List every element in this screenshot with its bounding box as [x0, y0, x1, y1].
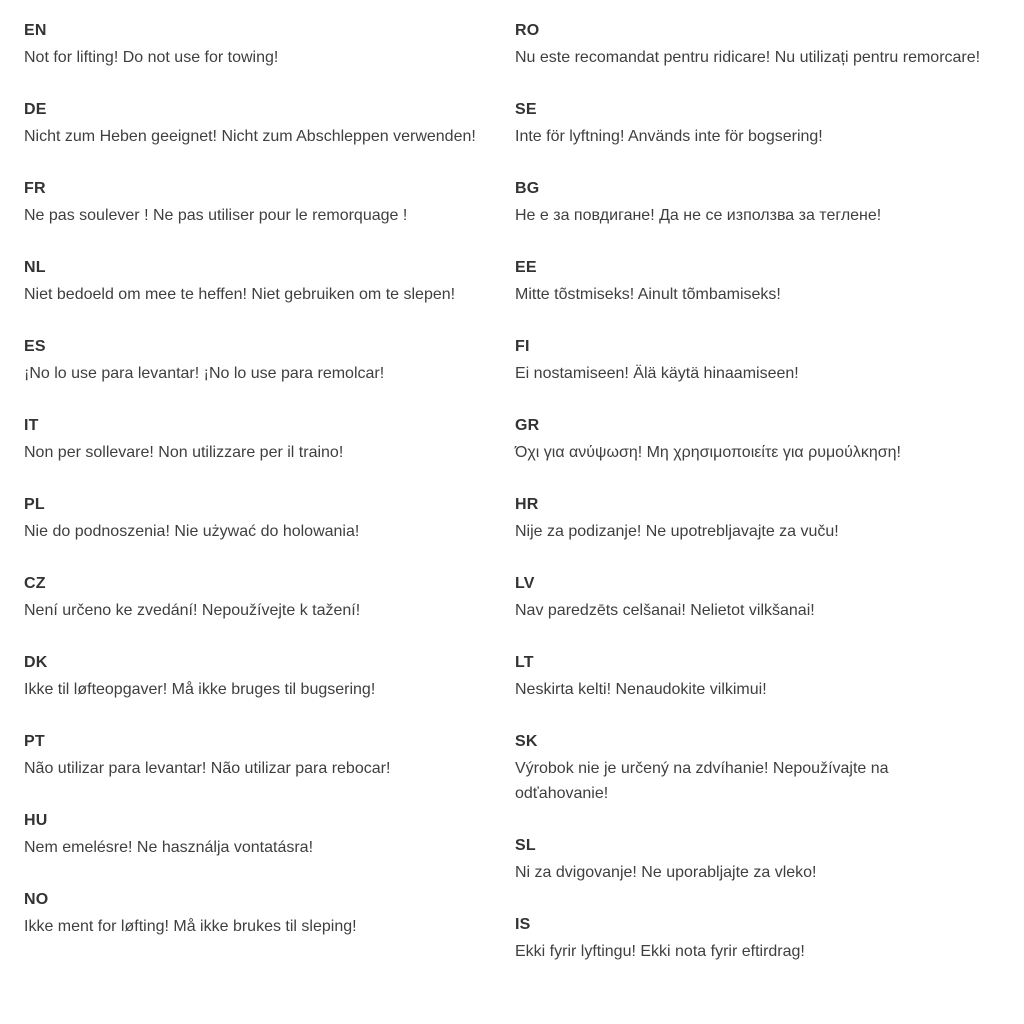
warning-text: Não utilizar para levantar! Não utilizar para rebocar! — [24, 760, 391, 777]
warning-text: Mitte tõstmiseks! Ainult tõmbamiseks! — [515, 286, 781, 303]
language-code: HR — [515, 496, 539, 513]
language-code: PL — [24, 496, 45, 513]
language-code: SE — [515, 101, 537, 118]
warning-text: Niet bedoeld om mee te heffen! Niet gebruiken om te slepen! — [24, 286, 456, 303]
warning-entry-lt — [515, 650, 983, 702]
warning-text: Ne pas soulever ! Ne pas utiliser pour le remorquage ! — [24, 207, 408, 224]
warning-entry-hr — [515, 492, 983, 544]
language-code: DE — [24, 101, 47, 118]
warning-text: Όχι για ανύψωση! Μη χρησιμοποιείτε για ρυμούλκηση! — [515, 444, 901, 461]
warning-text: Ikke til løfteopgaver! Må ikke bruges til bugsering! — [24, 681, 376, 698]
warning-text: Nav paredzēts celšanai! Nelietot vilkšanai! — [515, 602, 815, 619]
warning-text: Inte för lyftning! Används inte för bogsering! — [515, 128, 823, 145]
warning-text: Ei nostamiseen! Älä käytä hinaamiseen! — [515, 365, 799, 382]
language-code: EN — [24, 22, 47, 39]
language-code: IT — [24, 417, 39, 434]
warning-entry-bg — [515, 176, 983, 228]
warning-entry-fi — [515, 334, 983, 386]
right-column — [515, 18, 983, 1024]
warning-text: Non per sollevare! Non utilizzare per il traino! — [24, 444, 344, 461]
language-code: DK — [24, 654, 48, 671]
warning-entry-de — [24, 97, 515, 149]
warning-text: Не е за повдигане! Да не се използва за теглене! — [515, 207, 882, 224]
warning-entry-pt — [24, 729, 515, 781]
language-code: BG — [515, 180, 540, 197]
language-code: HU — [24, 812, 48, 829]
left-column — [24, 18, 515, 1024]
warning-entry-lv — [515, 571, 983, 623]
warning-entry-cz — [24, 571, 515, 623]
warning-text: Nem emelésre! Ne használja vontatásra! — [24, 839, 314, 856]
language-code: FR — [24, 180, 46, 197]
language-code: LV — [515, 575, 535, 592]
warning-entry-nl — [24, 255, 515, 307]
warning-entry-no — [24, 887, 515, 939]
warning-text: Výrobok nie je určený na zdvíhanie! Nepoužívajte na odťahovanie! — [515, 760, 889, 802]
warning-entry-en — [24, 18, 515, 70]
language-code: ES — [24, 338, 46, 355]
language-code: EE — [515, 259, 537, 276]
warning-entry-se — [515, 97, 983, 149]
warning-entry-fr — [24, 176, 515, 228]
warning-entry-gr — [515, 413, 983, 465]
warning-text: Nie do podnoszenia! Nie używać do holowania! — [24, 523, 360, 540]
warning-entry-sl — [515, 833, 983, 885]
warning-entry-ro — [515, 18, 983, 70]
warning-text: ¡No lo use para levantar! ¡No lo use para remolcar! — [24, 365, 385, 382]
warning-text: Ekki fyrir lyftingu! Ekki nota fyrir eftirdrag! — [515, 943, 805, 960]
warning-entry-ee — [515, 255, 983, 307]
language-code: NL — [24, 259, 46, 276]
warning-text: Nicht zum Heben geeignet! Nicht zum Abschleppen verwenden! — [24, 128, 476, 145]
warning-entry-it — [24, 413, 515, 465]
warning-entry-dk — [24, 650, 515, 702]
warning-text: Not for lifting! Do not use for towing! — [24, 49, 279, 66]
warning-entry-hu — [24, 808, 515, 860]
warning-entry-es — [24, 334, 515, 386]
warning-entry-pl — [24, 492, 515, 544]
warning-text: Nije za podizanje! Ne upotrebljavajte za vuču! — [515, 523, 839, 540]
warning-text: Není určeno ke zvedání! Nepoužívejte k tažení! — [24, 602, 361, 619]
warning-entry-sk — [515, 729, 983, 806]
language-code: FI — [515, 338, 530, 355]
language-code: SL — [515, 837, 536, 854]
warning-text: Ni za dvigovanje! Ne uporabljajte za vleko! — [515, 864, 817, 881]
language-code: NO — [24, 891, 49, 908]
language-code: IS — [515, 916, 531, 933]
warning-text: Neskirta kelti! Nenaudokite vilkimui! — [515, 681, 767, 698]
language-code: GR — [515, 417, 540, 434]
warning-text: Ikke ment for løfting! Må ikke brukes til sleping! — [24, 918, 357, 935]
language-code: CZ — [24, 575, 46, 592]
warning-text: Nu este recomandat pentru ridicare! Nu utilizați pentru remorcare! — [515, 49, 981, 66]
warning-entry-is — [515, 912, 983, 964]
language-code: LT — [515, 654, 534, 671]
language-code: RO — [515, 22, 540, 39]
language-code: PT — [24, 733, 45, 750]
language-code: SK — [515, 733, 538, 750]
